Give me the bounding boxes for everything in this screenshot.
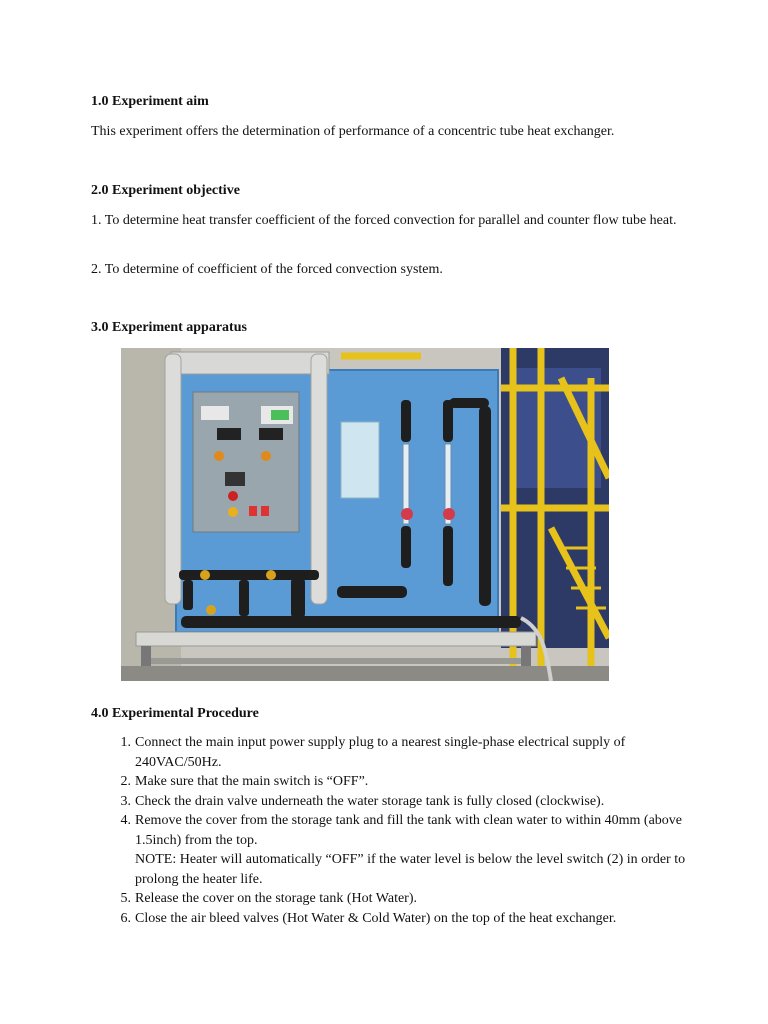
list-item: [90, 889, 690, 909]
step-number: 1.: [120, 735, 131, 750]
apparatus-photo: [121, 348, 609, 681]
step-note: NOTE: Heater will automatically “OFF” if the water level is below the level switch (2) in order to prolong the heater life.: [135, 852, 686, 887]
step-text: Close the air bleed valves (Hot Water & Cold Water) on the top of the heat exchanger.: [135, 910, 617, 926]
list-item: [90, 772, 690, 792]
aim-paragraph: This experiment offers the determination of performance of a concentric tube heat exchanger.: [91, 124, 615, 139]
objective-item-1: 1. To determine heat transfer coefficient of the forced convection for parallel and counter flow tube heat.: [91, 213, 677, 228]
section-heading-apparatus: 3.0 Experiment apparatus: [91, 320, 247, 335]
section-heading-procedure: 4.0 Experimental Procedure: [91, 706, 259, 721]
objective-item-2: 2. To determine of coefficient of the forced convection system.: [91, 262, 443, 277]
step-number: 6.: [120, 910, 131, 926]
list-item: [90, 733, 690, 772]
list-item: [90, 811, 690, 889]
step-text: Check the drain valve underneath the water storage tank is fully closed (clockwise).: [135, 793, 605, 809]
step-number: 4.: [120, 813, 131, 828]
step-text: Connect the main input power supply plug to a nearest single-phase electrical supply of 240VAC/50Hz.: [135, 735, 626, 770]
step-number: 5.: [120, 891, 131, 906]
step-number: 3.: [120, 793, 131, 809]
list-item: [90, 909, 690, 929]
step-text: Make sure that the main switch is “OFF”.: [135, 774, 369, 789]
step-text: Remove the cover from the storage tank and fill the tank with clean water to within 40mm (above 1.5inch) from the top.: [135, 813, 682, 848]
heat-exchanger-apparatus-image: [121, 348, 609, 681]
step-text: Release the cover on the storage tank (Hot Water).: [135, 891, 418, 906]
section-heading-objective: 2.0 Experiment objective: [91, 183, 240, 198]
procedure-list: [90, 733, 690, 928]
list-item: [90, 792, 690, 812]
step-number: 2.: [120, 774, 131, 789]
section-heading-aim: 1.0 Experiment aim: [91, 94, 209, 109]
